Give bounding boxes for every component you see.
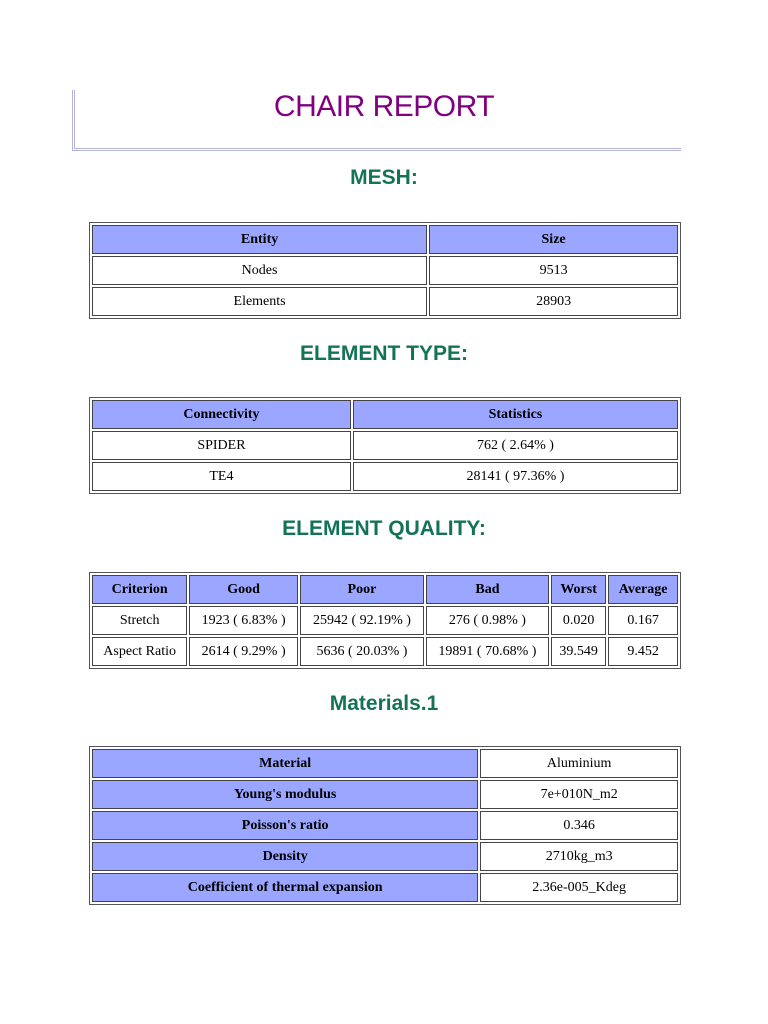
table-row (92, 749, 678, 778)
column-header-average: Average (608, 575, 678, 604)
column-header-good: Good (189, 575, 298, 604)
property-value: Aluminium (480, 749, 678, 778)
table-cell: 0.167 (608, 606, 678, 635)
table-cell: Elements (92, 287, 427, 316)
property-label: Coefficient of thermal expansion (92, 873, 478, 902)
table-row (92, 637, 678, 666)
property-label: Young's modulus (92, 780, 478, 809)
column-header-entity: Entity (92, 225, 427, 254)
table-cell: 2614 ( 9.29% ) (189, 637, 298, 666)
property-value: 0.346 (480, 811, 678, 840)
column-header-poor: Poor (300, 575, 424, 604)
table-row (92, 811, 678, 840)
table-row (92, 256, 678, 285)
element-quality-heading: ELEMENT QUALITY: (282, 517, 486, 540)
table-cell: 762 ( 2.64% ) (353, 431, 678, 460)
table-row (92, 462, 678, 491)
table-cell: Stretch (92, 606, 187, 635)
property-value: 7e+010N_m2 (480, 780, 678, 809)
table-cell: Aspect Ratio (92, 637, 187, 666)
materials-table (89, 746, 681, 905)
element-type-heading: ELEMENT TYPE: (299, 342, 468, 365)
table-cell: 28141 ( 97.36% ) (353, 462, 678, 491)
table-row (92, 606, 678, 635)
table-cell: 276 ( 0.98% ) (426, 606, 549, 635)
table-cell: 25942 ( 92.19% ) (300, 606, 424, 635)
mesh-table (89, 222, 681, 319)
column-header-size: Size (429, 225, 678, 254)
column-header-statistics: Statistics (353, 400, 678, 429)
table-cell: 1923 ( 6.83% ) (189, 606, 298, 635)
table-cell: 9.452 (608, 637, 678, 666)
table-cell: 39.549 (551, 637, 606, 666)
property-value: 2.36e-005_Kdeg (480, 873, 678, 902)
report-title: CHAIR REPORT (273, 90, 495, 123)
table-cell: SPIDER (92, 431, 351, 460)
table-cell: 28903 (429, 287, 678, 316)
materials-heading: Materials.1 (329, 692, 439, 715)
property-value: 2710kg_m3 (480, 842, 678, 871)
table-cell: Nodes (92, 256, 427, 285)
table-row (92, 873, 678, 902)
column-header-worst: Worst (551, 575, 606, 604)
column-header-criterion: Criterion (92, 575, 187, 604)
property-label: Poisson's ratio (92, 811, 478, 840)
table-row (92, 842, 678, 871)
table-cell: 9513 (429, 256, 678, 285)
element-quality-table (89, 572, 681, 669)
mesh-heading: MESH: (350, 166, 418, 189)
table-cell: 19891 ( 70.68% ) (426, 637, 549, 666)
property-label: Density (92, 842, 478, 871)
column-header-bad: Bad (426, 575, 549, 604)
table-cell: TE4 (92, 462, 351, 491)
element-type-table (89, 397, 681, 494)
table-cell: 5636 ( 20.03% ) (300, 637, 424, 666)
table-cell: 0.020 (551, 606, 606, 635)
property-label: Material (92, 749, 478, 778)
column-header-connectivity: Connectivity (92, 400, 351, 429)
table-row (92, 780, 678, 809)
table-row (92, 431, 678, 460)
table-row (92, 287, 678, 316)
